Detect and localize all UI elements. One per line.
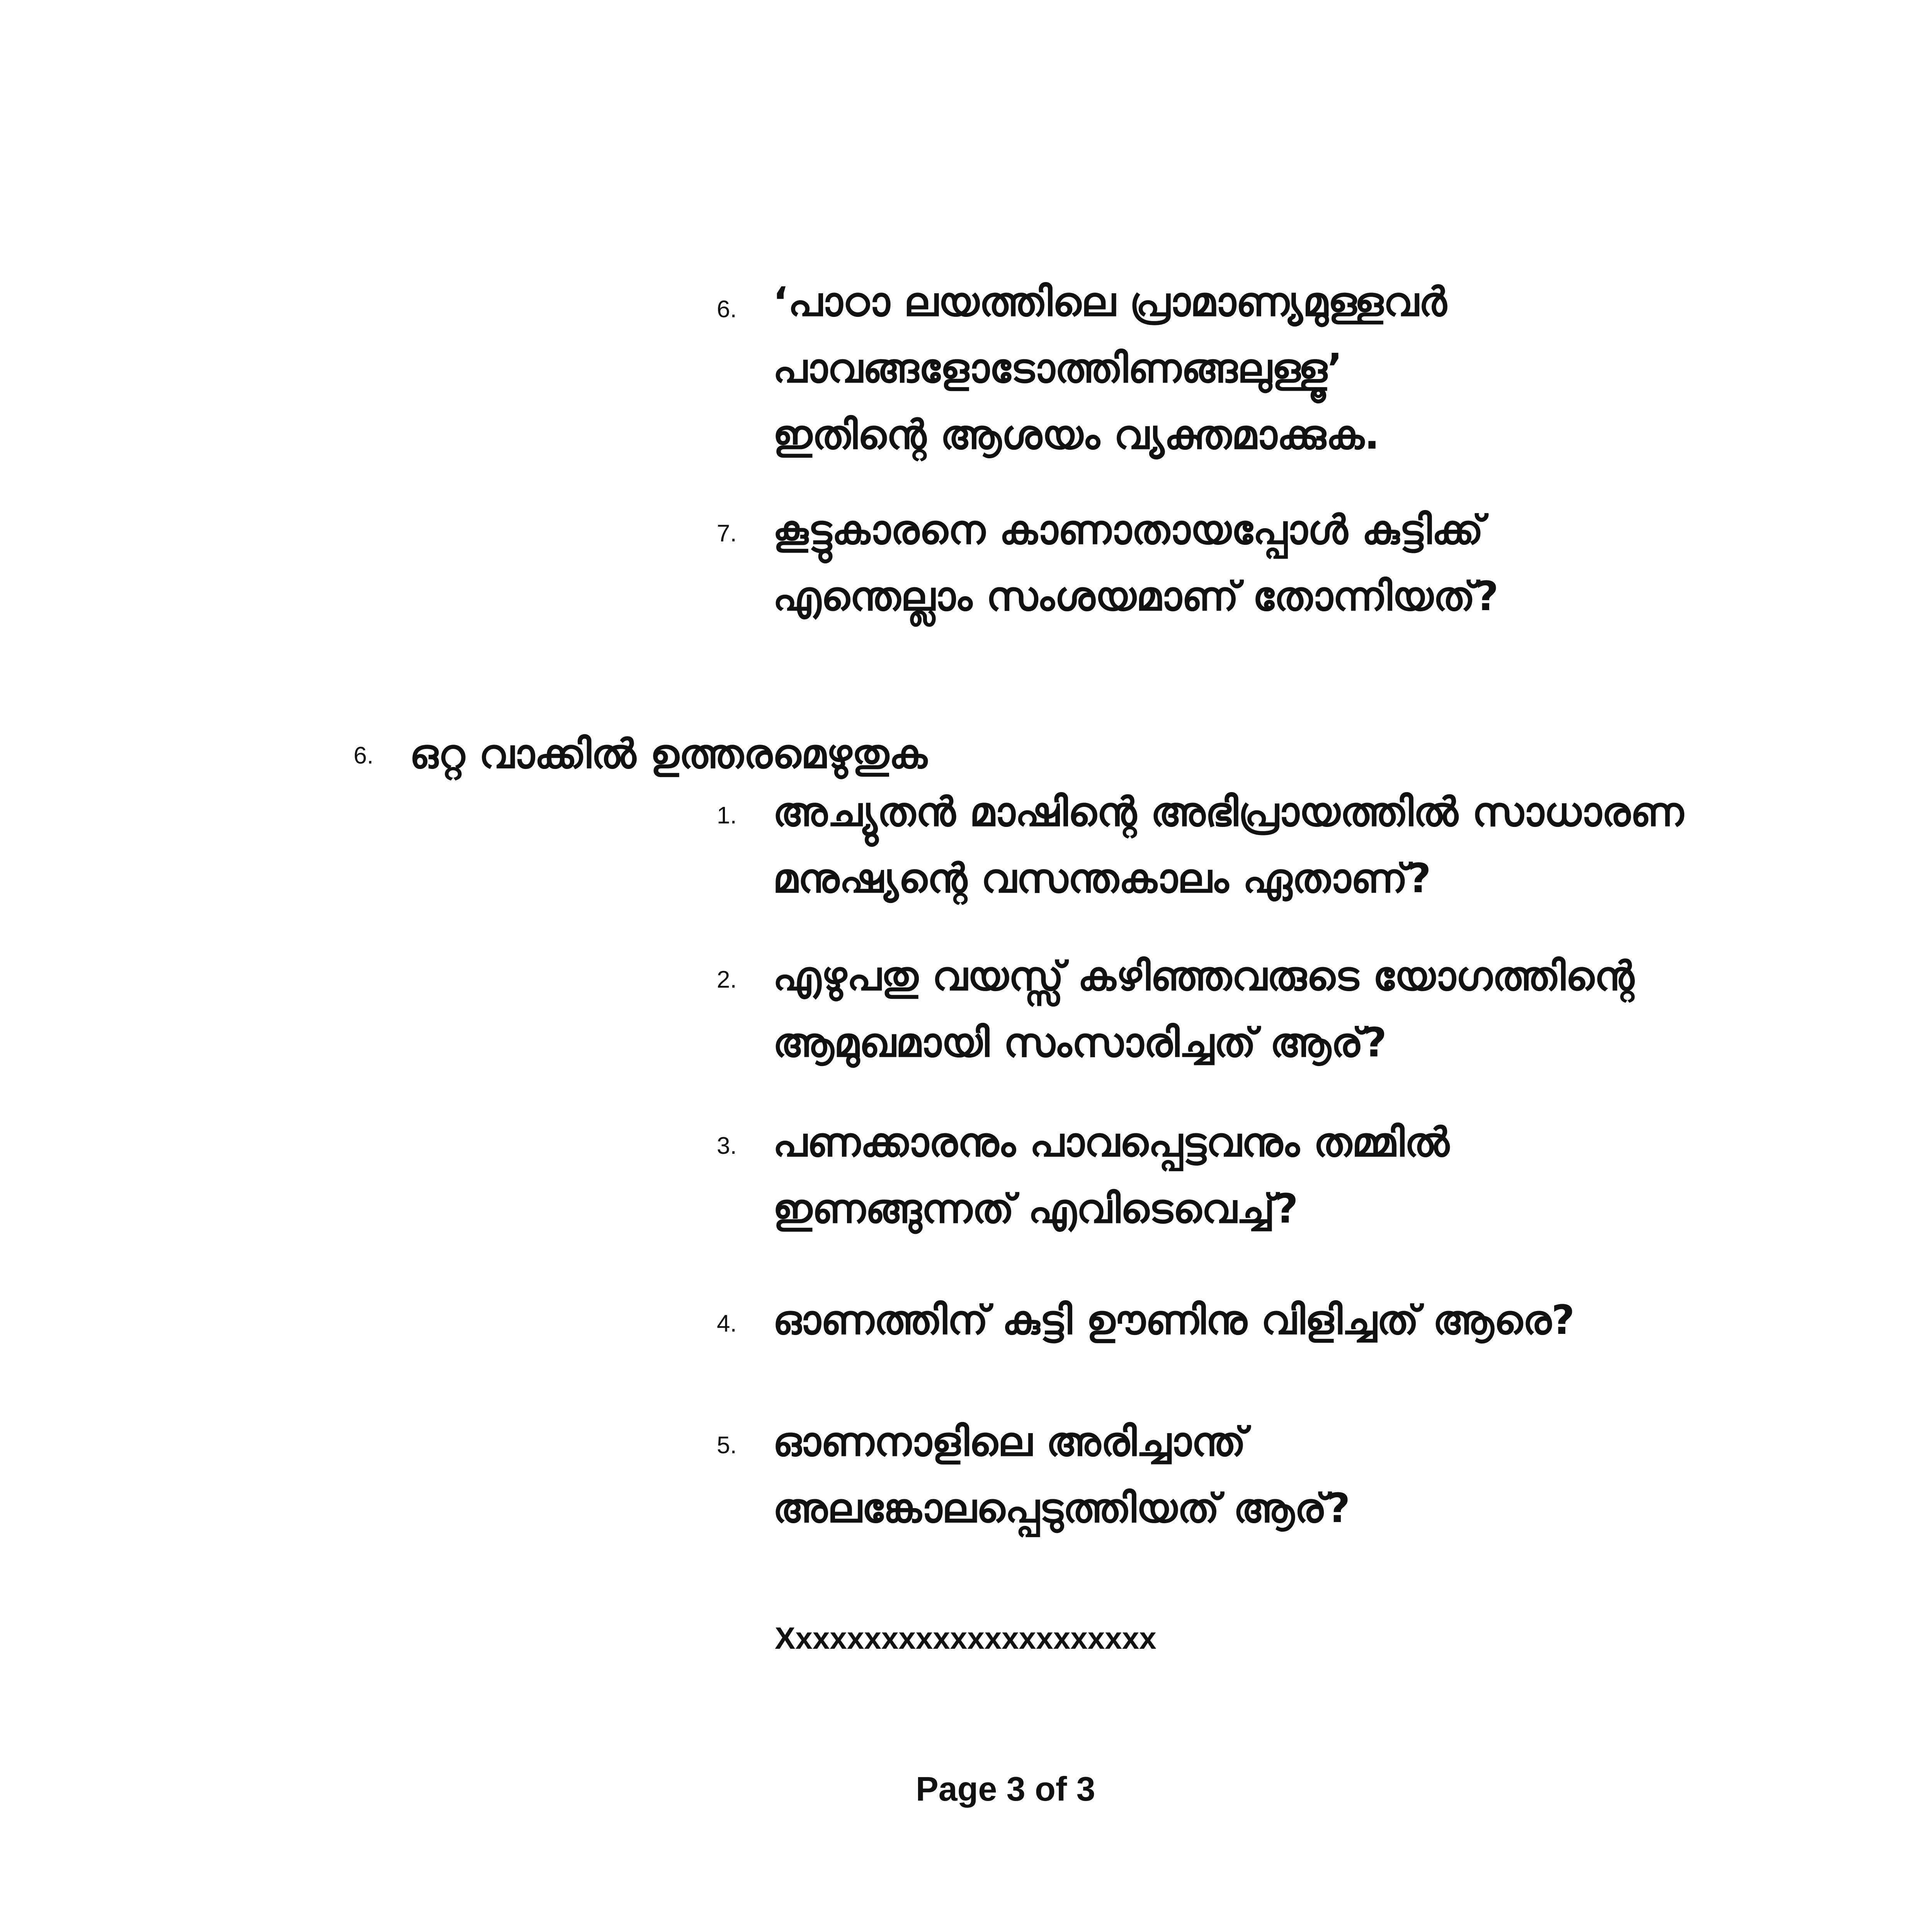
end-of-paper-mark: Xxxxxxxxxxxxxxxxxxxxxx [775,1621,1156,1655]
section-title-line: ഒറ്റ വാക്കിൽ ഉത്തരമെഴുതുക [410,730,927,777]
question-line: എഴുപതു വയസ്സ് കഴിഞ്ഞവരുടെ യോഗത്തിന്റെ [773,952,1634,1000]
question-line: ഓണനാളിലെ അരിച്ചാന്ത് [773,1418,1246,1465]
question-number: 4. [717,1310,737,1337]
question-text [773,779,1684,912]
question-text [773,943,1634,1076]
question-text [773,269,1447,468]
question-line: അലങ്കോലപ്പെടുത്തിയത് ആര്? [773,1485,1350,1532]
question-line: ‘പാഠാ ലയത്തിലെ പ്രാമാണ്യമുള്ളവർ [773,278,1447,325]
question-number: 5. [717,1432,737,1459]
question-line: ഓണത്തിന് കുട്ടി ഊണിനു വിളിച്ചത് ആരെ? [773,1296,1575,1344]
question-number: 3. [717,1133,737,1159]
section-number: 6. [354,742,374,769]
question-number: 2. [717,966,737,993]
page-number-footer: Page 3 of 3 [916,1770,1095,1808]
question-line: ഇതിന്റെ ആശയം വ്യക്തമാക്കുക. [773,411,1380,458]
question-line: കൂട്ടുകാരനെ കാണാതായപ്പോൾ കുട്ടിക്ക് [773,506,1484,553]
question-text [773,1109,1449,1242]
question-text [773,1408,1350,1541]
question-line: എന്തെല്ലാം സംശയമാണ് തോന്നിയത്? [773,573,1499,620]
question-number: 1. [717,802,737,829]
question-line: പണക്കാരനും പാവപ്പെട്ടവനും തമ്മിൽ [773,1119,1449,1166]
question-line: ആമുഖമായി സംസാരിച്ചത് ആര്? [773,1019,1387,1066]
question-line: ഇണങ്ങുന്നത് എവിടെവെച്ച്? [773,1185,1298,1232]
question-line: പാവങ്ങളോടോത്തിണങ്ങലുള്ളൂ’ [773,345,1343,392]
question-number: 7. [717,520,737,547]
question-text [773,1287,1575,1353]
section-title [410,721,927,787]
question-line: അച്യുതൻ മാഷിന്റെ അഭിപ്രായത്തിൽ സാധാരണ [773,788,1684,835]
question-text [773,497,1498,629]
question-number: 6. [717,296,737,323]
question-line: മനുഷ്യന്റെ വസന്തകാലം ഏതാണ്? [773,855,1431,902]
